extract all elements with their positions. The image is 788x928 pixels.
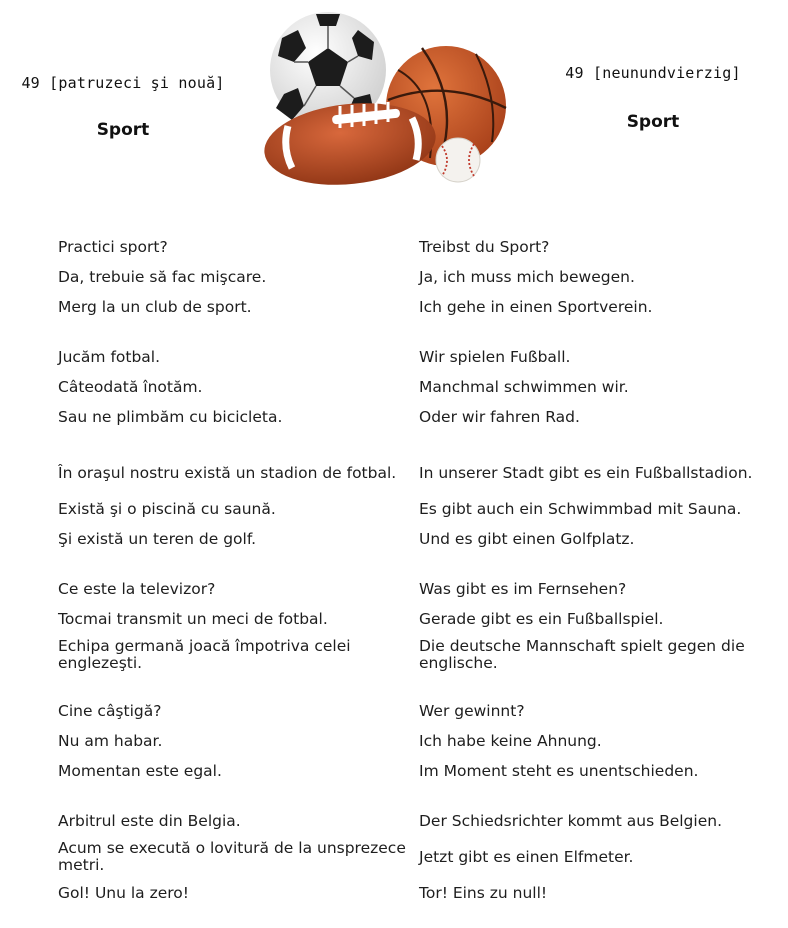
phrase-row bbox=[58, 836, 786, 878]
phrase-de: Gerade gibt es ein Fußballspiel. bbox=[419, 609, 664, 628]
phrase-ro: Cine câştigă? bbox=[58, 701, 162, 720]
header-left bbox=[18, 74, 228, 140]
phrase-de: Manchmal schwimmen wir. bbox=[419, 377, 629, 396]
phrase-ro: În oraşul nostru există un stadion de fotbal. bbox=[58, 463, 397, 482]
phrase-row bbox=[58, 262, 786, 292]
phrase-row bbox=[58, 452, 786, 494]
phrase-group bbox=[58, 574, 786, 676]
phrase-row bbox=[58, 342, 786, 372]
phrase-row bbox=[58, 372, 786, 402]
phrase-row bbox=[58, 806, 786, 836]
phrase-group bbox=[58, 452, 786, 554]
phrase-row bbox=[58, 494, 786, 524]
phrase-ro: Câteodată înotăm. bbox=[58, 377, 203, 396]
phrase-ro: Nu am habar. bbox=[58, 731, 163, 750]
phrase-de: Und es gibt einen Golfplatz. bbox=[419, 529, 635, 548]
phrase-de: Ich gehe in einen Sportverein. bbox=[419, 297, 653, 316]
phrase-ro: Practici sport? bbox=[58, 237, 168, 256]
phrase-de: Ja, ich muss mich bewegen. bbox=[419, 267, 635, 286]
phrase-de: Die deutsche Mannschaft spielt gegen die englische. bbox=[419, 637, 745, 672]
phrase-row bbox=[58, 726, 786, 756]
phrase-de: Wir spielen Fußball. bbox=[419, 347, 571, 366]
phrase-de: Oder wir fahren Rad. bbox=[419, 407, 580, 426]
phrase-ro: Sau ne plimbăm cu bicicleta. bbox=[58, 407, 283, 426]
phrase-ro: Există şi o piscină cu saună. bbox=[58, 499, 276, 518]
lesson-title-ro: Sport bbox=[96, 120, 150, 140]
phrase-de: Jetzt gibt es einen Elfmeter. bbox=[419, 847, 634, 866]
phrase-de: Es gibt auch ein Schwimmbad mit Sauna. bbox=[419, 499, 742, 518]
phrase-ro: Acum se execută o lovitură de la unsprezece metri. bbox=[58, 839, 406, 874]
phrase-row bbox=[58, 232, 786, 262]
phrase-ro: Gol! Unu la zero! bbox=[58, 883, 189, 902]
phrase-ro: Tocmai transmit un meci de fotbal. bbox=[58, 609, 328, 628]
phrase-row bbox=[58, 634, 786, 676]
phrase-de: In unserer Stadt gibt es ein Fußballstadion. bbox=[419, 463, 753, 482]
phrase-de: Ich habe keine Ahnung. bbox=[419, 731, 602, 750]
phrase-table bbox=[58, 232, 786, 928]
phrase-ro: Arbitrul este din Belgia. bbox=[58, 811, 241, 830]
phrase-group bbox=[58, 696, 786, 786]
phrase-row bbox=[58, 402, 786, 432]
phrase-row bbox=[58, 756, 786, 786]
phrase-group bbox=[58, 806, 786, 908]
phrase-ro: Ce este la televizor? bbox=[58, 579, 216, 598]
phrase-de: Wer gewinnt? bbox=[419, 701, 525, 720]
phrase-ro: Şi există un teren de golf. bbox=[58, 529, 257, 548]
phrase-group bbox=[58, 232, 786, 322]
phrase-de: Der Schiedsrichter kommt aus Belgien. bbox=[419, 811, 722, 830]
phrase-ro: Momentan este egal. bbox=[58, 761, 222, 780]
phrase-ro: Echipa germană joacă împotriva celei englezeşti. bbox=[58, 637, 351, 672]
phrase-de: Tor! Eins zu null! bbox=[419, 883, 548, 902]
phrase-row bbox=[58, 696, 786, 726]
phrase-de: Im Moment steht es unentschieden. bbox=[419, 761, 699, 780]
phrase-row bbox=[58, 574, 786, 604]
sports-balls-image bbox=[262, 8, 512, 186]
phrase-de: Treibst du Sport? bbox=[419, 237, 550, 256]
baseball-icon bbox=[436, 138, 480, 182]
phrase-row bbox=[58, 604, 786, 634]
phrase-ro: Merg la un club de sport. bbox=[58, 297, 252, 316]
phrase-row bbox=[58, 292, 786, 322]
phrase-ro: Da, trebuie să fac mişcare. bbox=[58, 267, 267, 286]
phrase-group bbox=[58, 342, 786, 432]
lesson-number-de: 49 [neunundvierzig] bbox=[565, 64, 741, 82]
lesson-title-de: Sport bbox=[626, 112, 680, 132]
phrase-row bbox=[58, 878, 786, 908]
phrase-ro: Jucăm fotbal. bbox=[58, 347, 161, 366]
header-right bbox=[548, 64, 758, 132]
phrase-de: Was gibt es im Fernsehen? bbox=[419, 579, 627, 598]
lesson-number-ro: 49 [patruzeci şi nouă] bbox=[21, 74, 225, 92]
phrase-row bbox=[58, 524, 786, 554]
